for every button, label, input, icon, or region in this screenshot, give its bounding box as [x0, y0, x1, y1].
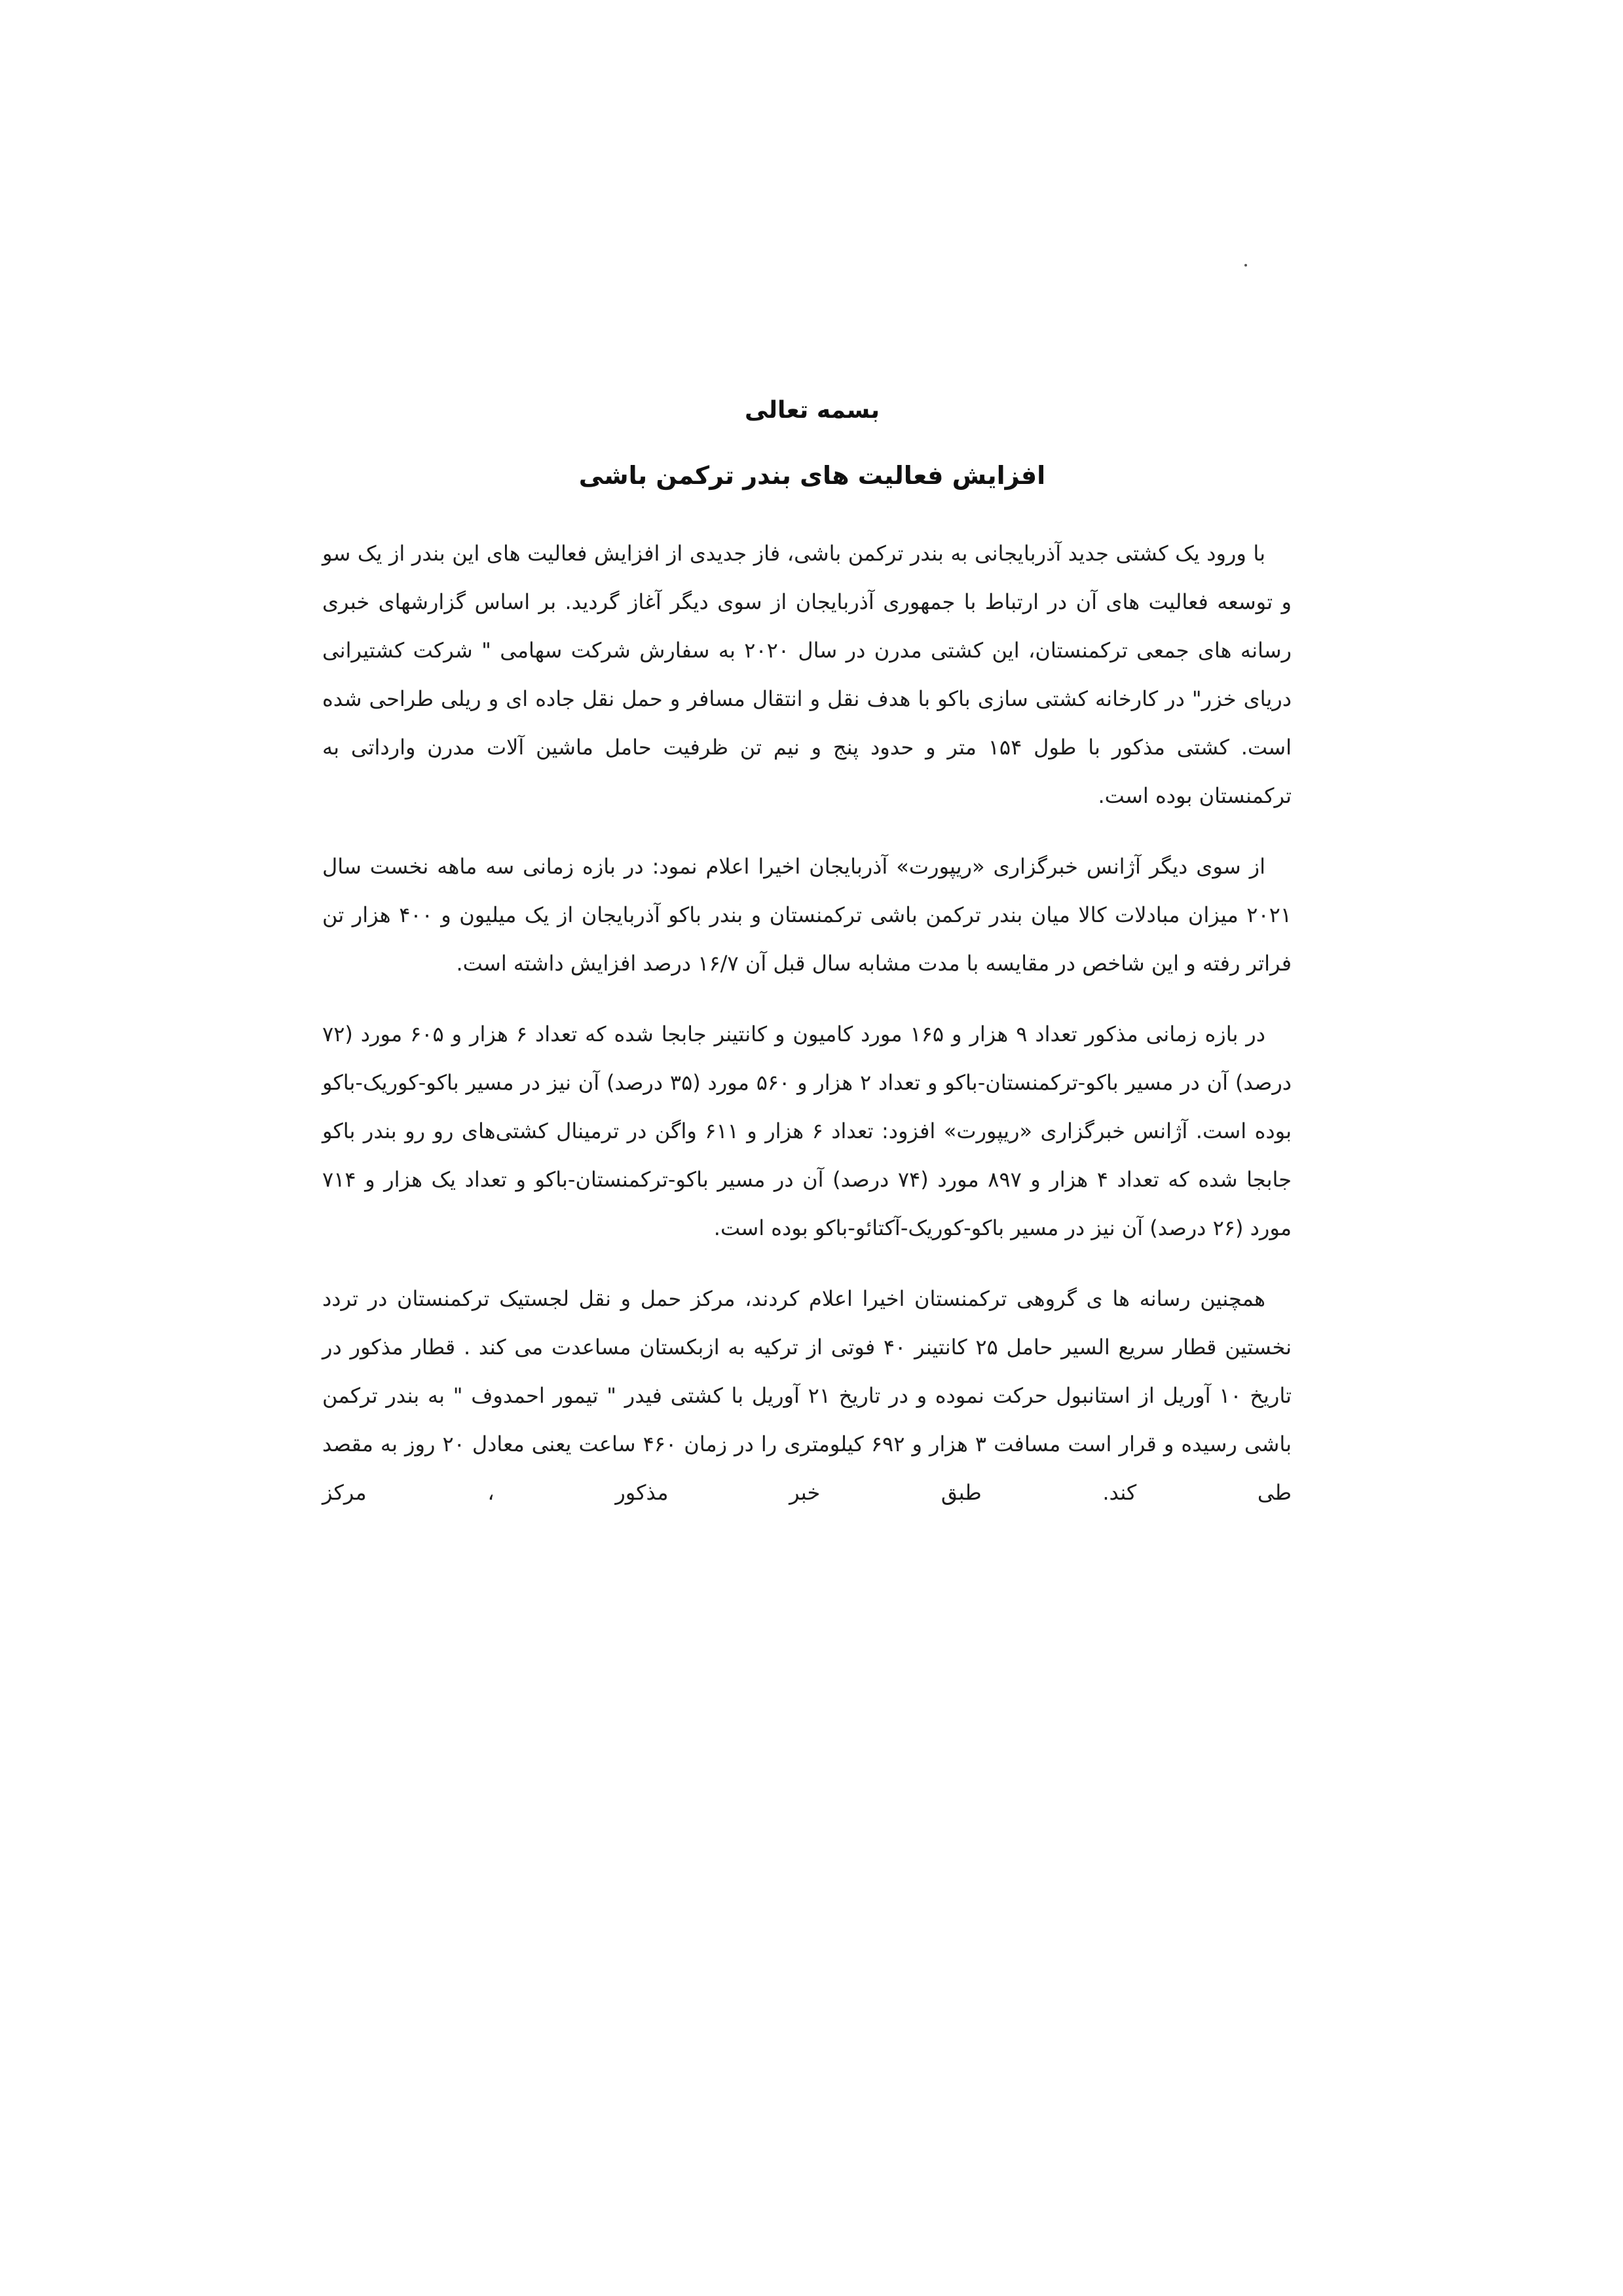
article-body: [322, 529, 1292, 1539]
page-title: افزایش فعالیت های بندر ترکمن باشی: [578, 461, 1046, 490]
scan-speck: [1244, 264, 1247, 267]
invocation-heading: بسمه تعالی: [745, 397, 880, 424]
paragraph-2: از سوی دیگر آژانس خبرگزاری «ریپورت» آذربایجان اخیرا اعلام نمود: در بازه زمانی سه ماهه نخست سال ۲۰۲۱ میزان مبادلات کالا میان بندر ترکمن باشی ترکمنستان و بندر باکو آذربایجان از یک میلیون و ۴۰۰ هزار تن فراتر رفته و این شاخص در مقایسه با مدت مشابه سال قبل آن ۱۶/۷ درصد افزایش داشته است.: [322, 854, 1292, 976]
paragraph-4: همچنین رسانه ها ی گروهی ترکمنستان اخیرا اعلام کردند، مرکز حمل و نقل لجستیک ترکمنستان در تردد نخستین قطار سریع السیر حامل ۲۵ کانتینر ۴۰ فوتی از ترکیه به ازبکستان مساعدت می کند . قطار مذکور در تاریخ ۱۰ آوریل از استانبول حرکت نموده و در تاریخ ۲۱ آوریل با کشتی فیدر " تیمور احمدوف " به بندر ترکمن باشی رسیده و قرار است مسافت ۳ هزار و ۶۹۲ کیلومتری را در زمان ۴۶۰ ساعت یعنی معادل ۲۰ روز به مقصد طی کند. طبق خبر مذکور ، مرکز: [322, 1286, 1292, 1505]
paragraph-3: در بازه زمانی مذکور تعداد ۹ هزار و ۱۶۵ مورد کامیون و کانتینر جابجا شده که تعداد ۶ هزار و ۶۰۵ مورد (۷۲ درصد) آن در مسیر باکو-ترکمنستان-باکو و تعداد ۲ هزار و ۵۶۰ مورد (۳۵ درصد) آن نیز در مسیر باکو-کوریک-باکو بوده است. آژانس خبرگزاری «ریپورت» افزود: تعداد ۶ هزار و ۶۱۱ واگن در ترمینال کشتی‌های رو رو بندر باکو جابجا شده که تعداد ۴ هزار و ۸۹۷ مورد (۷۴ درصد) آن در مسیر باکو-ترکمنستان-باکو و تعداد یک هزار و ۷۱۴ مورد (۲۶ درصد) آن نیز در مسیر باکو-کوریک-آکتائو-باکو بوده است.: [322, 1022, 1292, 1240]
paragraph-1: با ورود یک کشتی جدید آذربایجانی به بندر ترکمن باشی، فاز جدیدی از افزایش فعالیت های این بندر از یک سو و توسعه فعالیت های آن در ارتباط با جمهوری آذربایجان از سوی دیگر آغاز گردید. بر اساس گزارشهای خبری رسانه های جمعی ترکمنستان، این کشتی مدرن در سال ۲۰۲۰ به سفارش شرکت سهامی " شرکت کشتیرانی دریای خزر" در کارخانه کشتی سازی باکو با هدف نقل و انتقال مسافر و حمل نقل جاده ای و ریلی طراحی شده است. کشتی مذکور با طول ۱۵۴ متر و حدود پنج و نیم تن ظرفیت حامل ماشین آلات مدرن وارداتی به ترکمنستان بوده است.: [322, 541, 1292, 808]
